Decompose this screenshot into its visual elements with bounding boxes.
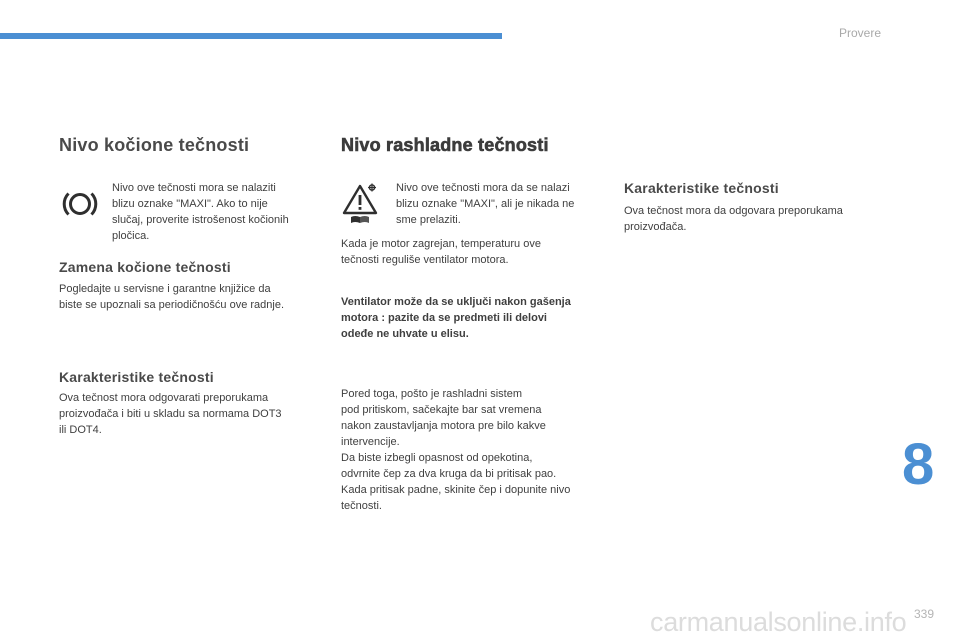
chapter-number: 8 — [902, 432, 935, 497]
coolant-pressure-text: Pored toga, pošto je rashladni sistem pod pritiskom, sačekajte bar sat vremena nakon zaustavljanja motora pre bilo kakve intervencije. Da biste izbegli opasnost od opekotina, odvrnite čep za dva kruga da bi pritisak pao. Kada pritisak padne, skinite čep i dopunite nivo tečnosti. — [341, 388, 571, 512]
coolant-level-text: Nivo ove tečnosti mora da se nalazi blizu oznake "MAXI", ali je nikada ne sme prelaziti. — [396, 182, 575, 226]
coolant-fan-warning: Ventilator može da se uključi nakon gašenja motora : pazite da se predmeti ili delovi odeđe ne uhvate u elisu. — [341, 296, 571, 340]
brake-spec-text: Ova tečnost mora odgovarati preporukama proizvođača i biti u skladu sa normama DOT3 ili DOT4. — [59, 392, 282, 436]
watermark: carmanualsonline.info — [650, 607, 907, 637]
brake-level-text: Nivo ove tečnosti mora se nalaziti blizu oznake "MAXI". Ako to nije slučaj, proverite istrošenost kočionih pločica. — [112, 182, 289, 242]
brake-fluid-title: Nivo kočione tečnosti — [59, 135, 250, 155]
accent-bar — [0, 33, 502, 39]
brake-replacement-text: Pogledajte u servisne i garantne knjižice da biste se upoznali sa periodičnošću ove radnje. — [59, 283, 285, 311]
brake-replacement-title: Zamena kočione tečnosti — [59, 259, 231, 275]
coolant-title: Nivo rashladne tečnosti — [341, 135, 549, 155]
brake-warning-icon — [60, 186, 100, 227]
section-label: Provere — [839, 26, 882, 40]
fan-warning-manual-icon — [341, 182, 379, 229]
page-number: 339 — [914, 607, 935, 621]
coolant-spec-title: Karakteristike tečnosti — [624, 180, 779, 196]
coolant-hot-text: Kada je motor zagrejan, temperaturu ove tečnosti reguliše ventilator motora. — [341, 238, 541, 266]
coolant-spec-text: Ova tečnost mora da odgovara preporukama proizvođača. — [624, 205, 843, 233]
brake-spec-title: Karakteristike tečnosti — [59, 369, 214, 385]
